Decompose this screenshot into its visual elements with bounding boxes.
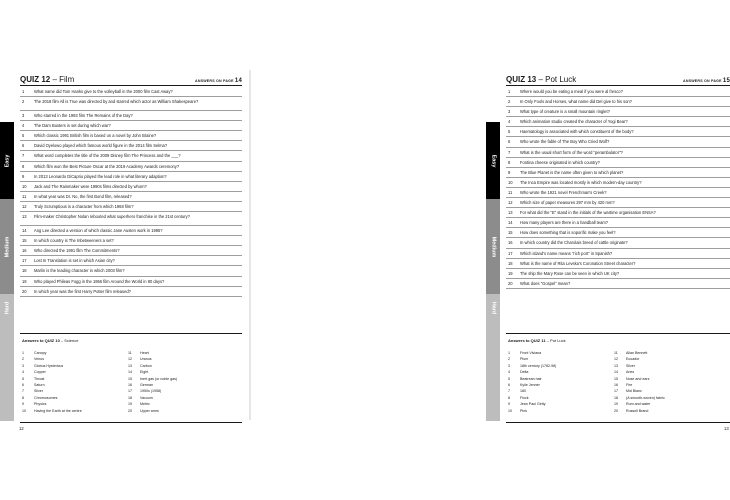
answer-text: Russell Brand bbox=[626, 408, 649, 413]
answers-page-number: 14 bbox=[234, 78, 242, 84]
tab-hard-right bbox=[486, 294, 500, 421]
answers-page-ref bbox=[683, 78, 730, 84]
answer-text: Rum and water bbox=[626, 402, 651, 407]
answers-topic: – Pot Luck bbox=[545, 338, 566, 343]
answers-title-text: Answers to QUIZ 10 bbox=[22, 338, 60, 343]
question-row bbox=[506, 238, 730, 248]
answer-number: 18 bbox=[614, 395, 618, 400]
question-text: Which classic 1991 British film is based on a novel by John Braine? bbox=[34, 133, 157, 139]
question-text: Who wrote the fable of The Boy Who Cried Wolf? bbox=[520, 139, 610, 145]
question-text: Marlin is the leading character in which 2003 film? bbox=[34, 268, 125, 274]
question-row bbox=[20, 162, 242, 172]
answer-text: German bbox=[140, 382, 153, 387]
question-number: 3 bbox=[22, 113, 25, 119]
answer-number: 20 bbox=[614, 408, 618, 413]
question-row bbox=[20, 192, 242, 202]
tab-easy-label: Easy bbox=[3, 154, 10, 167]
question-row bbox=[506, 97, 730, 107]
question-text: Which film won the Best Picture Oscar at the 2019 Academy Awards ceremony? bbox=[34, 163, 180, 169]
question-row bbox=[20, 226, 242, 236]
question-row bbox=[506, 117, 730, 127]
answers-title bbox=[508, 338, 566, 343]
question-row bbox=[20, 131, 242, 141]
question-text: The Blue Planet is the name often given to which planet? bbox=[520, 169, 624, 175]
answer-text: 18th century (1782-98) bbox=[520, 363, 557, 368]
answer-number: 7 bbox=[22, 389, 24, 394]
tab-medium-label: Medium bbox=[490, 236, 496, 257]
question-text: The ship the Mary Rose can be seen in which UK city? bbox=[520, 270, 620, 276]
question-row bbox=[20, 236, 242, 246]
answer-number: 9 bbox=[22, 402, 24, 407]
tab-medium-right bbox=[486, 199, 500, 294]
answer-number: 18 bbox=[128, 395, 132, 400]
answer-number: 17 bbox=[128, 389, 132, 394]
question-text: In what year was Dr. No, the first Bond film, released? bbox=[34, 193, 132, 199]
question-number: 14 bbox=[22, 228, 27, 234]
question-text: What name did Tom Hanks give to the volleyball in the 2000 film Cast Away? bbox=[34, 89, 173, 94]
answer-text: Venus bbox=[34, 357, 44, 362]
question-row bbox=[506, 168, 730, 178]
answer-text: Carbon bbox=[140, 363, 152, 368]
question-row bbox=[20, 256, 242, 266]
question-text: The 2018 film All is True was directed by and starred which actor as William Shakespeare? bbox=[34, 98, 199, 104]
question-text: What type of creature is a small mountain ringlet? bbox=[520, 109, 610, 115]
question-text: Jack and The Rainmaker were 1990s films directed by whom? bbox=[34, 183, 147, 189]
answer-number: 6 bbox=[22, 382, 24, 387]
page-number: 12 bbox=[19, 426, 24, 431]
question-number: 15 bbox=[22, 238, 27, 244]
question-row bbox=[20, 141, 242, 151]
answer-text: Ecuador bbox=[626, 357, 640, 362]
question-number: 9 bbox=[22, 173, 25, 179]
answer-number: 9 bbox=[508, 402, 510, 407]
answer-text: Delta bbox=[520, 370, 529, 375]
answer-number: 15 bbox=[128, 376, 132, 381]
question-number: 7 bbox=[508, 149, 511, 155]
answer-text: Front Viviana bbox=[520, 351, 542, 355]
question-row bbox=[20, 266, 242, 276]
question-number: 18 bbox=[508, 260, 513, 266]
answer-number: 2 bbox=[22, 357, 24, 362]
question-text: What word completes the title of the 2009 Disney film The Princess and the ___? bbox=[34, 153, 181, 159]
answer-text: Globus Hystericus bbox=[34, 363, 64, 368]
answer-number: 8 bbox=[22, 395, 24, 400]
question-text: Truly Scrumptious is a character from which 1968 film? bbox=[34, 203, 134, 209]
answer-text: Beatrean hair bbox=[520, 376, 542, 381]
answer-text: Pink bbox=[520, 408, 527, 413]
answer-text: Copper bbox=[34, 370, 46, 375]
question-row bbox=[506, 198, 730, 208]
question-text: Who starred in the 1993 film The Remains of the Day? bbox=[34, 113, 133, 119]
question-text: What does "Gospel" mean? bbox=[520, 280, 571, 286]
answer-text: Aries bbox=[626, 370, 635, 375]
question-row bbox=[506, 218, 730, 228]
question-row bbox=[506, 228, 730, 238]
question-number: 15 bbox=[508, 230, 513, 236]
question-number: 6 bbox=[22, 143, 25, 149]
question-row bbox=[506, 178, 730, 188]
question-row bbox=[20, 246, 242, 256]
question-row bbox=[506, 259, 730, 269]
question-text: Ang Lee directed a version of which classic Jane Austen work in 1995? bbox=[34, 228, 163, 234]
answers-box bbox=[506, 333, 730, 423]
question-row bbox=[506, 249, 730, 259]
question-number: 1 bbox=[22, 89, 25, 94]
question-list bbox=[506, 87, 730, 289]
question-row bbox=[20, 151, 242, 161]
answer-number: 6 bbox=[508, 382, 510, 387]
quiz-number: QUIZ 13 bbox=[506, 75, 537, 84]
answer-number: 4 bbox=[508, 370, 510, 375]
answer-text: Throat bbox=[34, 376, 45, 381]
quiz-header bbox=[20, 74, 242, 86]
question-number: 5 bbox=[508, 129, 511, 135]
answers-page-label: ANSWERS ON PAGE bbox=[195, 79, 234, 83]
question-number: 1 bbox=[508, 89, 511, 94]
question-row bbox=[506, 87, 730, 97]
question-text: Lost In Translation is set in which Asian city? bbox=[34, 258, 115, 264]
question-text: Which size of paper measures 297 mm by 420 mm? bbox=[520, 200, 615, 206]
tab-hard-label: Hard bbox=[4, 301, 10, 314]
question-number: 11 bbox=[22, 193, 27, 199]
answer-text: Inert gas (or noble gas) bbox=[140, 376, 178, 381]
answer-text: Kylie Jenner bbox=[520, 382, 540, 387]
question-row bbox=[20, 182, 242, 192]
tab-hard-left bbox=[0, 294, 14, 421]
question-text: Which island's name means "rich port" in Spanish? bbox=[520, 250, 613, 256]
answers-title-text: Answers to QUIZ 11 bbox=[508, 338, 546, 343]
question-number: 2 bbox=[22, 98, 25, 104]
question-number: 10 bbox=[22, 183, 27, 189]
answer-text: Heart bbox=[140, 351, 149, 355]
question-text: The Inca Empire was located mostly in which modern-day country? bbox=[520, 179, 642, 185]
answer-number: 19 bbox=[128, 402, 132, 407]
question-number: 18 bbox=[22, 268, 27, 274]
quiz-title bbox=[20, 75, 74, 84]
answer-number: 10 bbox=[22, 408, 26, 413]
tab-easy-right bbox=[486, 122, 500, 199]
question-text: In which country did the Charolais breed of cattle originate? bbox=[520, 240, 628, 246]
question-row bbox=[506, 148, 730, 158]
answer-number: 8 bbox=[508, 395, 510, 400]
question-text: What is the name of Rita Levska's Coronation Street character? bbox=[520, 260, 636, 266]
question-text: Who directed the 1991 film The Commitments? bbox=[34, 248, 120, 254]
question-row bbox=[20, 277, 242, 287]
answer-number: 1 bbox=[22, 351, 24, 355]
tab-hard-label: Hard bbox=[490, 301, 496, 314]
question-number: 5 bbox=[22, 133, 25, 139]
quiz-title bbox=[506, 75, 576, 84]
question-number: 10 bbox=[508, 179, 513, 185]
question-text: Which animation studio created the character of Yogi Bear? bbox=[520, 119, 628, 125]
answer-text: Having the Earth at the centre bbox=[34, 408, 82, 413]
answer-number: 15 bbox=[614, 376, 618, 381]
question-text: In 2013 Leonardo DiCaprio played the lead role in what literary adaption? bbox=[34, 173, 167, 179]
question-text: Where would you be eating a meal if you were al fresco? bbox=[520, 89, 623, 94]
question-number: 6 bbox=[508, 139, 511, 145]
answer-number: 10 bbox=[508, 408, 512, 413]
answer-text: Nose and ears bbox=[626, 376, 650, 381]
question-number: 9 bbox=[508, 169, 511, 175]
question-number: 13 bbox=[508, 210, 513, 216]
question-number: 20 bbox=[508, 280, 513, 286]
answer-text: Upper arms bbox=[140, 408, 159, 413]
question-text: Fontina cheese originated in which country? bbox=[520, 159, 600, 165]
answer-number: 16 bbox=[128, 382, 132, 387]
question-text: In which year was the first Harry Potter film released? bbox=[34, 288, 131, 294]
tab-easy-left bbox=[0, 122, 14, 199]
question-number: 7 bbox=[22, 153, 25, 159]
question-row bbox=[20, 97, 242, 111]
answer-text: Saturn bbox=[34, 382, 45, 387]
answer-number: 11 bbox=[128, 351, 132, 355]
answer-number: 7 bbox=[508, 389, 510, 394]
question-number: 14 bbox=[508, 220, 513, 226]
question-text: Film-maker Christopher Nolan rebooted what superhero franchise in the 21st century? bbox=[34, 213, 190, 219]
left-page bbox=[0, 0, 250, 500]
question-number: 17 bbox=[22, 258, 27, 264]
question-text: The Dam Busters is set during which war? bbox=[34, 123, 111, 129]
answer-number: 19 bbox=[614, 402, 618, 407]
answer-number: 5 bbox=[508, 376, 510, 381]
question-number: 12 bbox=[508, 200, 513, 206]
answer-number: 3 bbox=[508, 363, 510, 368]
answer-text: 180 bbox=[520, 389, 526, 394]
question-row bbox=[506, 127, 730, 137]
question-row bbox=[506, 208, 730, 218]
answers-title bbox=[22, 338, 78, 343]
question-number: 11 bbox=[508, 189, 513, 195]
answer-number: 3 bbox=[22, 363, 24, 368]
answers-topic: – Science bbox=[59, 338, 79, 343]
question-row bbox=[20, 111, 242, 121]
right-page bbox=[250, 0, 730, 500]
question-text: What is the usual short form of the word "perambulator"? bbox=[520, 149, 623, 155]
answer-text: Silver bbox=[34, 389, 43, 394]
question-row bbox=[20, 121, 242, 131]
question-text: Who wrote the 1921 novel Frenchman's Creek? bbox=[520, 189, 607, 195]
answers-page-ref bbox=[195, 78, 242, 84]
question-row bbox=[506, 279, 730, 289]
question-list bbox=[20, 87, 242, 297]
answer-number: 12 bbox=[614, 357, 618, 362]
question-number: 12 bbox=[22, 203, 27, 209]
answers-page-number: 15 bbox=[722, 78, 730, 84]
answer-number: 12 bbox=[128, 357, 132, 362]
question-row bbox=[20, 287, 242, 297]
question-text: How does something that is soporific make you feel? bbox=[520, 230, 616, 236]
answer-text: 1950s (1958) bbox=[140, 389, 162, 394]
tab-easy-label: Easy bbox=[489, 154, 496, 167]
question-text: Haematology is associated with which constituent of the body? bbox=[520, 129, 634, 135]
question-row bbox=[506, 269, 730, 279]
answer-text: Chromosomes bbox=[34, 395, 58, 400]
answer-text: Jean Paul Getty bbox=[520, 402, 546, 407]
question-row bbox=[506, 137, 730, 147]
page-number: 13 bbox=[724, 426, 729, 431]
answer-number: 1 bbox=[508, 351, 510, 355]
question-number: 8 bbox=[22, 163, 25, 169]
tab-medium-left bbox=[0, 199, 14, 294]
question-row bbox=[506, 107, 730, 117]
question-number: 19 bbox=[22, 278, 27, 284]
answer-text: Plum bbox=[520, 357, 529, 362]
question-text: For what did the "E" stand in the initials of the wartime organisation ENSA? bbox=[520, 210, 656, 216]
answer-text: Physics bbox=[34, 402, 47, 407]
quiz-topic: – Film bbox=[50, 75, 75, 84]
question-number: 8 bbox=[508, 159, 511, 165]
quiz-topic: – Pot Luck bbox=[536, 75, 577, 84]
question-number: 16 bbox=[22, 248, 27, 254]
question-text: In Only Fools and Horses, what name did Del give to his son? bbox=[520, 99, 632, 105]
answer-text: Flock bbox=[520, 395, 529, 400]
question-row bbox=[506, 158, 730, 168]
answer-text: Uranus bbox=[140, 357, 152, 362]
answer-number: 4 bbox=[22, 370, 24, 375]
question-text: David Oyelowo played which famous world figure in the 2014 film Selma? bbox=[34, 143, 168, 149]
answer-text: Canopy bbox=[34, 351, 47, 355]
question-number: 3 bbox=[508, 109, 511, 115]
answer-text: Vacuum bbox=[140, 395, 153, 400]
answer-text: Allan Bennett bbox=[626, 351, 648, 355]
answer-number: 13 bbox=[614, 363, 618, 368]
question-text: How many players are there in a handball team? bbox=[520, 220, 609, 226]
answer-text: (A smooth-woven) fabric bbox=[626, 395, 665, 400]
question-number: 17 bbox=[508, 250, 513, 256]
answers-page-label: ANSWERS ON PAGE bbox=[683, 79, 722, 83]
question-row bbox=[20, 87, 242, 97]
answer-number: 13 bbox=[128, 363, 132, 368]
question-number: 13 bbox=[22, 213, 27, 219]
question-number: 4 bbox=[22, 123, 25, 129]
question-number: 4 bbox=[508, 119, 511, 125]
question-number: 19 bbox=[508, 270, 513, 276]
question-text: In which country is The Inbetweeners a set? bbox=[34, 238, 114, 244]
question-text: Who played Phileas Fogg in the 1956 film Around the World in 80 days? bbox=[34, 278, 165, 284]
answer-number: 17 bbox=[614, 389, 618, 394]
tab-medium-label: Medium bbox=[4, 236, 10, 257]
question-number: 20 bbox=[22, 288, 27, 294]
answer-text: Mid Blanc bbox=[626, 389, 642, 394]
question-row bbox=[506, 188, 730, 198]
answer-number: 11 bbox=[614, 351, 618, 355]
question-number: 2 bbox=[508, 99, 511, 105]
quiz-header bbox=[506, 74, 730, 86]
question-number: 16 bbox=[508, 240, 513, 246]
answer-number: 20 bbox=[128, 408, 132, 413]
question-row bbox=[20, 202, 242, 212]
question-row bbox=[20, 172, 242, 182]
quiz-number: QUIZ 12 bbox=[20, 75, 51, 84]
answers-box bbox=[20, 333, 242, 423]
answer-text: Eight bbox=[140, 370, 149, 375]
answer-text: Fire bbox=[626, 382, 633, 387]
question-row bbox=[20, 212, 242, 226]
answer-number: 2 bbox=[508, 357, 510, 362]
answer-number: 16 bbox=[614, 382, 618, 387]
answer-number: 14 bbox=[614, 370, 618, 375]
answer-text: Silver bbox=[626, 363, 635, 368]
answer-number: 14 bbox=[128, 370, 132, 375]
answer-number: 5 bbox=[22, 376, 24, 381]
answer-text: Metric bbox=[140, 402, 150, 407]
